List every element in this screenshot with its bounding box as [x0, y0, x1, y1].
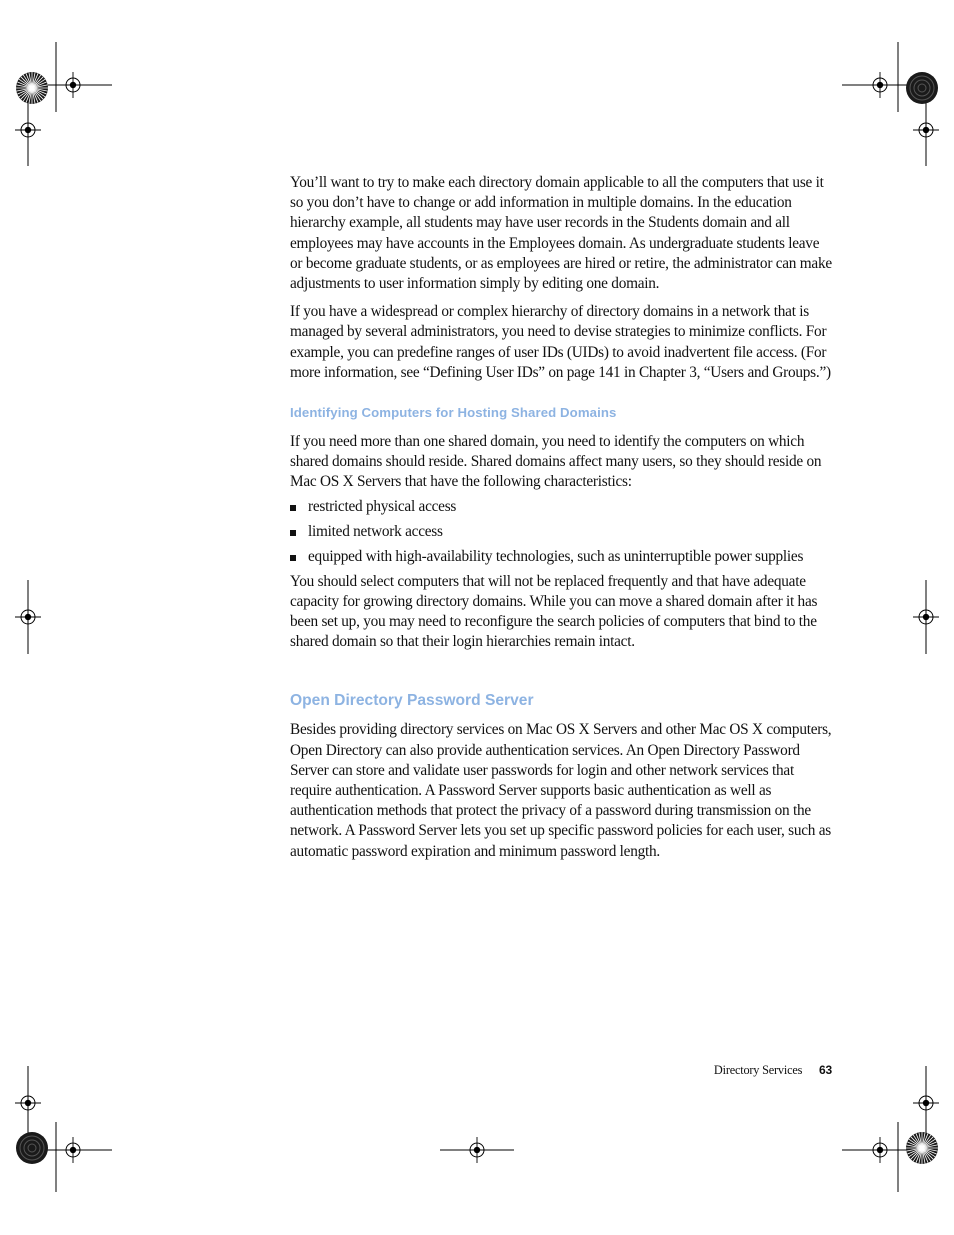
- page-number: 63: [819, 1063, 832, 1077]
- square-bullet-icon: [290, 530, 296, 536]
- square-bullet-icon: [290, 505, 296, 511]
- footer-chapter-title: Directory Services: [713, 1063, 803, 1077]
- list-item: [290, 547, 835, 567]
- identifying-computers-heading: Identifying Computers for Hosting Shared Domains: [290, 405, 617, 421]
- page-footer: [714, 1063, 832, 1078]
- password-server-paragraph: Besides providing directory services on Mac OS X Servers and other Mac OS X computers, Open Directory can also provide authentication services. An Open Directory Password Server can store and validate user passwords for login and other network services that require authentication. A Password Server supports basic authentication as well as authentication methods that protect the privacy of a password during transmission on the network. A Password Server lets you set up specific password policies for each user, such as automatic password expiration and minimum password length.: [290, 721, 832, 860]
- intro-paragraph-1: You’ll want to try to make each directory domain applicable to all the computers that use it so you don’t have to change or add information in multiple domains. In the education hierarchy example, all students may have user records in the Students domain and all employees may have accounts in the Employees domain. As undergraduate students leave or become graduate students, or as employees are hired or retire, the administrator can make adjustments to user information simply by editing one domain.: [290, 174, 832, 293]
- square-bullet-icon: [290, 555, 296, 561]
- list-item-text: limited network access: [308, 522, 443, 540]
- list-item: [290, 497, 835, 517]
- identifying-closing-paragraph: You should select computers that will not be replaced frequently and that have adequate capacity for growing directory domains. While you can move a shared domain after it has been set up, you may need to reconfigure the search policies of computers that bind to the shared domain so that their login hierarchies remain intact.: [290, 572, 818, 651]
- identifying-intro-paragraph: If you need more than one shared domain, you need to identify the computers on which shared domains should reside. Shared domains affect many users, so they should reside on Mac OS X Servers that have the following characteristics:: [290, 433, 822, 491]
- list-item: [290, 522, 835, 542]
- intro-paragraph-2: If you have a widespread or complex hierarchy of directory domains in a network that is managed by several administrators, you need to devise strategies to minimize conflicts. For example, you can predefine ranges of user IDs (UIDs) to avoid inadvertent file access. (For more information, see “Defining User IDs” on page 141 in Chapter 3, “Users and Groups.”): [290, 303, 831, 381]
- main-content: [290, 173, 835, 862]
- list-item-text: equipped with high-availability technologies, such as uninterruptible power supplies: [308, 547, 804, 565]
- characteristics-list: [290, 497, 835, 567]
- password-server-heading: Open Directory Password Server: [290, 692, 534, 710]
- list-item-text: restricted physical access: [308, 497, 457, 515]
